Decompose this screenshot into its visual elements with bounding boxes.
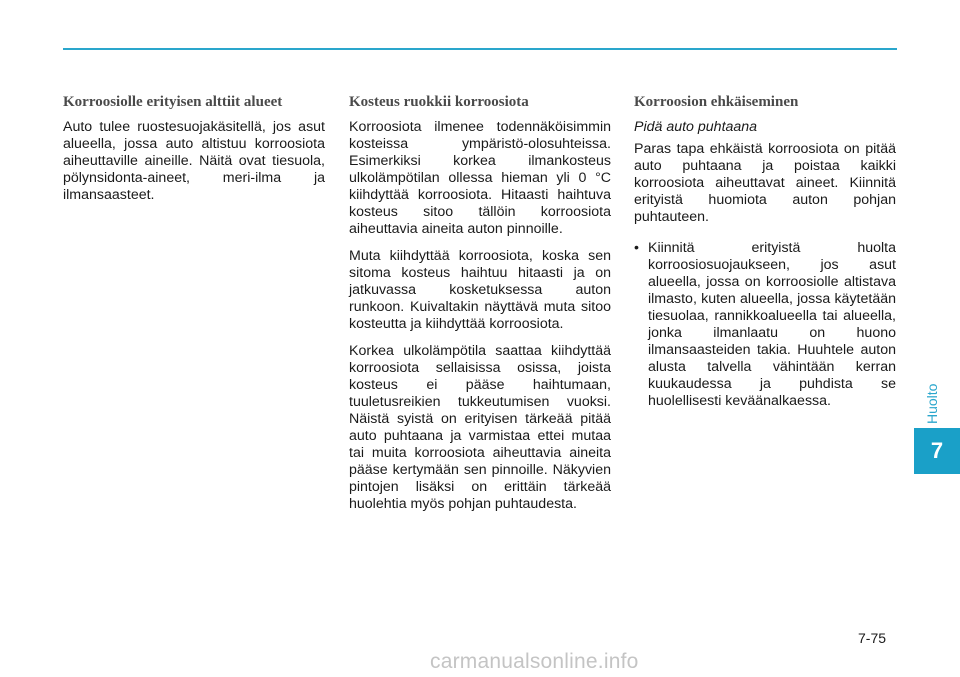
body-paragraph: Auto tulee ruostesuojakäsitellä, jos asut alueella, jossa auto altistuu korroosiota aiheuttaville aineille. Näitä ovat tiesuola, pölynsidonta-aineet, meri-ilma ja ilmansaasteet.	[63, 119, 325, 203]
section-heading: Korroosion ehkäiseminen	[634, 94, 799, 110]
body-paragraph: Korroosiota ilmenee todennäköisimmin kosteissa ympäristö-olosuhteissa. Esimerkiksi korkea ilmankosteus ulkolämpötilan ollessa hieman yli 0 °C kiihdyttää korroosiota. Hitaasti haihtuva kosteus sitoo tällöin korroosiota aiheuttavia aineita auton pinnoille.	[349, 119, 611, 237]
watermark: carmanualsonline.info	[430, 650, 639, 673]
body-paragraph: Paras tapa ehkäistä korroosiota on pitää auto puhtaana ja poistaa kaikki korroosiota aiheuttavat aineet. Kiinnitä erityistä huomiota auton pohjan puhtauteen.	[634, 141, 896, 225]
subheading: Pidä auto puhtaana	[634, 119, 758, 135]
body-paragraph: Muta kiihdyttää korroosiota, koska sen sitoma kosteus haihtuu hitaasti ja on jatkuvassa kosketuksessa auton runkoon. Kuivaltakin näyttävä muta sitoo kosteutta ja kiihdyttää korroosiota.	[349, 248, 611, 332]
body-paragraph: Korkea ulkolämpötila saattaa kiihdyttää korroosiota sellaisissa osissa, joista kosteus ei pääse haihtumaan, tuuletusreikien tukkeutumisen vuoksi. Näistä syistä on erityisen tärkeää pitää auto puhtaana ja varmistaa ettei mutaa tai muita korroosiota aiheuttavia aineita pääse kertymään sen pinnoille. Näkyvien pintojen lisäksi on erittäin tärkeää huolehtia myös pohjan puhtaudesta.	[349, 343, 611, 512]
section-tab-label: Huolto	[924, 383, 940, 425]
bullet-list	[634, 240, 896, 410]
section-heading: Kosteus ruokkii korroosiota	[349, 94, 529, 110]
chapter-number-tab: 7	[914, 428, 960, 474]
section-heading: Korroosiolle erityisen alttiit alueet	[63, 94, 283, 110]
page-number: 7-75	[858, 630, 887, 646]
column-3	[634, 92, 896, 410]
column-1	[63, 92, 325, 214]
bullet-item: • Kiinnitä erityistä huolta korroosiosuojaukseen, jos asut alueella, jossa on korroosiolle altistava ilmasto, kuten alueella, jossa käytetään tiesuolaa, rannikkoalueella tai alueella, jonka ilmanlaatu on huono ilmansaasteiden takia. Huuhtele auton alusta talvella vähintään kerran kuukaudessa ja puhdista se huolellisesti keväänalkaessa.	[634, 240, 896, 410]
header-rule	[63, 48, 897, 50]
column-2	[349, 92, 611, 523]
